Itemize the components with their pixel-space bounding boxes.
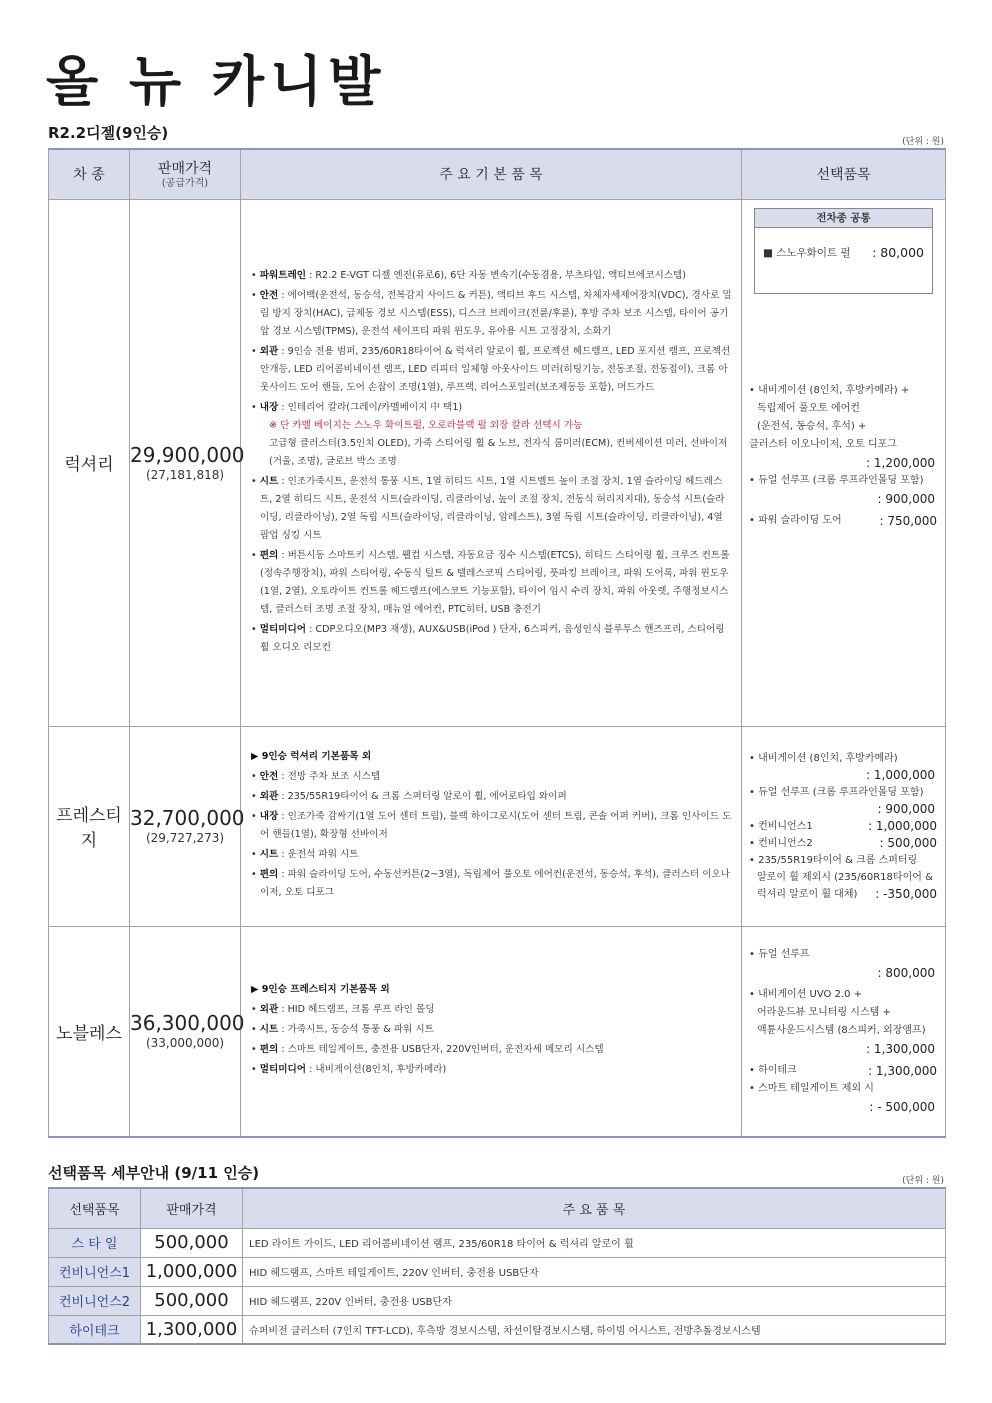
- feature-item: • 외관 : 9인승 전용 범퍼, 235/60R18타이어 & 럭셔리 알로이 휠, 프로젝션 헤드램프, LED 포지션 램프, 프로젝션 안개등, LED 리어콤비네이션 램프, LED 리피터 일체형 아웃사이드 미러(히팅기능, 전동조절, 전동접이), 크롬 아웃사이드 도어 핸들, 도어 손잡이 조명(1열), 루프랙, 리어스포일러(보조제동등 포함), 머드가드: [251, 345, 731, 393]
- feature-item: • 안전 : 전방 주차 보조 시스템: [251, 771, 381, 782]
- supply-price: (33,000,000): [145, 1036, 225, 1051]
- trim-name: 노블레스: [49, 926, 130, 1137]
- option-name: 하이테크: [49, 1315, 141, 1344]
- section-title: R2.2디젤(9인승): [48, 124, 169, 142]
- option-items: HID 헤드램프, 220V 인버터, 충전용 USB단자: [243, 1286, 946, 1315]
- option-items: HID 헤드램프, 스마트 테일게이트, 220V 인버터, 충전용 USB단자: [243, 1257, 946, 1286]
- feature-item: • 안전 : 에어백(운전석, 동승석, 전복감지 사이드 & 커튼), 액티브 후드 시스템, 차체자세제어장치(VDC), 경사로 밀림 방지 장치(HAC), 급제동 경보 시스템(ESS), 디스크 브레이크(전륜/후륜), 후방 주차 보조 시스템, 타이어 공기압 경보 시스템(TPMS), 운전석 세이프티 파워 윈도우, 유아용 시트 고정장치, 소화기: [251, 289, 732, 337]
- option-item: • 파워 슬라이딩 도어 : 750,000: [749, 513, 937, 528]
- option-name: 컨비니언스1: [49, 1257, 141, 1286]
- feature-item: • 멀티미디어 : 내비게이션(8인치, 후방카메라): [251, 1064, 447, 1076]
- feature-note: ※ 단 카멜 베이지는 스노우 화이트펄, 오로라블랙 펄 외장 칼라 선택시 가능: [269, 419, 583, 431]
- table-row: [49, 1315, 946, 1344]
- trim-row-luxury: [49, 199, 946, 726]
- detail-header-name: 선택품목: [49, 1188, 141, 1228]
- option-item: • 내비게이션 UVO 2.0 + 어라운드뷰 모니터링 시스템 + 액튠사운드시스템 (8스피커, 외장앰프) : 1,300,000: [749, 989, 935, 1057]
- option-item: • 내비게이션 (8인치, 후방카메라) : 1,000,000: [749, 752, 935, 782]
- option-item: • 듀얼 선루프 (크롬 루프라인몰딩 포함) : 900,000: [749, 474, 935, 506]
- header-price-sub: (공급가격): [161, 178, 209, 190]
- feature-item: • 파워트레인 : R2.2 E-VGT 디젤 엔진(유로6), 6단 자동 변속기(수동겸용, 부츠타입, 액티브에코시스템): [251, 269, 687, 281]
- feature-item: • 내장 : 인조가죽 감싸기(1열 도어 센터 트림), 블랙 하이그로시(도어 센터 트림, 콘솔 어퍼 커버), 크롬 인사이드 도어 핸들(1열), 확장형 선바이저: [251, 811, 732, 840]
- trim-name: 프레스티지: [49, 726, 130, 926]
- trim-options: [742, 199, 946, 726]
- table-row: [49, 1257, 946, 1286]
- header-features: 주 요 기 본 품 목: [241, 149, 742, 199]
- unit-label: (단위 : 원): [902, 137, 944, 147]
- option-item: • 스마트 테일게이트 제외 시 : - 500,000: [749, 1083, 935, 1115]
- option-item: • 235/55R19타이어 & 크롬 스퍼터링 알로이 휠 제외시 (235/60R18타이어 & 럭셔리 알로이 휠 대체) : -350,000: [749, 854, 937, 901]
- common-option-box: [754, 208, 933, 294]
- table-row: [49, 1286, 946, 1315]
- trim-price: [130, 726, 245, 926]
- option-price: 500,000: [141, 1286, 243, 1315]
- trim-row-prestige: [49, 726, 946, 926]
- option-item: • 컨비니언스1 : 1,000,000: [749, 818, 937, 833]
- feature-item: • 시트 : 운전석 파워 시트: [251, 849, 359, 860]
- feature-head: ▶ 9인승 럭셔리 기본품목 외: [251, 751, 372, 762]
- option-detail-table: [48, 1187, 946, 1345]
- detail-header-items: 주 요 품 목: [243, 1188, 946, 1228]
- feature-item: • 편의 : 스마트 테일게이트, 충전용 USB단자, 220V인버터, 운전자세 메모리 시스템: [251, 1044, 604, 1056]
- option-item: • 하이테크 : 1,300,000: [749, 1064, 937, 1079]
- sale-price: 32,700,000: [130, 806, 245, 830]
- detail-section-title: 선택품목 세부안내 (9/11 인승): [48, 1164, 260, 1182]
- option-name: 컨비니언스2: [49, 1286, 141, 1315]
- trim-features: [241, 926, 742, 1137]
- feature-item: • 멀티미디어 : CDP오디오(MP3 재생), AUX&USB(iPod ) 단자, 6스피커, 음성인식 블루투스 핸즈프리, 스티어링 휠 오디오 리모컨: [251, 623, 725, 653]
- option-price: 500,000: [141, 1228, 243, 1257]
- trim-table: [48, 148, 946, 1138]
- feature-head: ▶ 9인승 프레스티지 기본품목 외: [251, 984, 390, 996]
- option-price: 1,000,000: [141, 1257, 243, 1286]
- supply-price: (29,727,273): [145, 831, 225, 845]
- page-title: 올 뉴 카니발: [46, 50, 387, 113]
- feature-item: • 외관 : HID 헤드램프, 크롬 루프 라인 몰딩: [251, 1004, 435, 1016]
- feature-item: • 외관 : 235/55R19타이어 & 크롬 스퍼터링 알로이 휠, 에어로타입 와이퍼: [251, 791, 567, 802]
- trim-features: [241, 199, 742, 726]
- trim-price: [130, 199, 245, 726]
- trim-price: [130, 926, 245, 1137]
- option-name: 스 타 일: [49, 1228, 141, 1257]
- common-price: : 80,000: [872, 244, 924, 260]
- feature-item: • 편의 : 버튼시동 스마트키 시스템, 웰컴 시스템, 자동요금 징수 시스템(ETCS), 히티드 스티어링 휠, 크루즈 컨트롤(정속주행장치), 파워 스티어링, 수동식 틸트 & 텔레스코픽 스티어링, 풋파킹 브레이크, 파워 도어록, 파워 윈도우(1열, 2열), 오토라이트 컨트롤 헤드램프(에스코트 기능포함), 타이어 임시 수리 장치, 파워 아웃렛, 주행정보시스템, 클러스터 조명 조절 장치, 매뉴얼 에어컨, PTC히터, USB 충전기: [251, 549, 730, 615]
- option-price: 1,300,000: [141, 1315, 243, 1344]
- feature-item: • 시트 : 가죽시트, 동승석 통풍 & 파워 시트: [251, 1024, 434, 1036]
- trim-row-noblesse: [49, 926, 946, 1137]
- option-item: • 듀얼 선루프 : 800,000: [749, 949, 935, 981]
- common-item: ■ 스노우화이트 펄: [763, 246, 851, 259]
- feature-item: • 시트 : 인조가죽시트, 운전석 통풍 시트, 1열 히티드 시트, 1열 시트벨트 높이 조절 장치, 1열 슬라이딩 헤드레스트, 2열 히티드 시트, 운전석 시트(슬라이딩, 리클라이닝, 높이 조절 장치, 전동식 허리지지대), 동승석 시트(슬라이딩, 리클라이닝), 2열 독립 시트(슬라이딩, 리클라이닝, 암레스트), 3열 독립 시트(슬라이딩, 리클라이닝), 4열 팝업 싱킹 시트: [251, 475, 725, 541]
- option-item: • 컨비니언스2 : 500,000: [749, 835, 937, 850]
- trim-options: [742, 926, 946, 1137]
- trim-name: 럭셔리: [49, 199, 130, 726]
- trim-options: [742, 726, 946, 926]
- detail-unit-label: (단위 : 원): [902, 1176, 944, 1186]
- supply-price: (27,181,818): [145, 467, 225, 482]
- table-row: [49, 1228, 946, 1257]
- option-item: • 내비게이션 (8인치, 후방카메라) + 독립제어 풀오토 에어컨 (운전석, 동승석, 후석) + 클러스터 이오나이저, 오토 디포그 : 1,200,000: [749, 384, 935, 470]
- feature-item: • 편의 : 파워 슬라이딩 도어, 수동선커튼(2~3열), 독립제어 풀오토 에어컨(운전석, 동승석, 후석), 클러스터 이오나이저, 오토 디포그: [251, 869, 730, 898]
- header-trim: 차 종: [49, 149, 130, 199]
- feature-item: • 내장 : 인테리어 칼라(그레이/카멜베이지 中 택1) ※ 단 카멜 베이지는 스노우 화이트펄, 오로라블랙 펄 외장 칼라 선택시 가능 고급형 클러스터(3.5인치 OLED), 가죽 스티어링 휠 & 노브, 전자식 룸미러(ECM), 컨버세이션 미러, 선바이저(거울, 조명), 글로브 박스 조명: [251, 399, 733, 471]
- header-options: 선택품목: [742, 149, 946, 199]
- common-title: 전차종 공통: [755, 209, 932, 228]
- header-price: 판매가격 (공급가격): [130, 149, 241, 199]
- sale-price: 36,300,000: [130, 1011, 245, 1036]
- option-items: 슈퍼비전 클러스터 (7인치 TFT-LCD), 후측방 경보시스템, 차선이탈경보시스템, 하이빔 어시스트, 전방추돌경보시스템: [243, 1315, 946, 1344]
- detail-header-price: 판매가격: [141, 1188, 243, 1228]
- trim-features: [241, 726, 742, 926]
- sale-price: 29,900,000: [130, 442, 245, 467]
- option-item: • 듀얼 선루프 (크롬 루프라인몰딩 포함) : 900,000: [749, 786, 935, 816]
- option-items: LED 라이트 가이드, LED 리어콤비네이션 램프, 235/60R18 타이어 & 럭셔리 알로이 휠: [243, 1228, 946, 1257]
